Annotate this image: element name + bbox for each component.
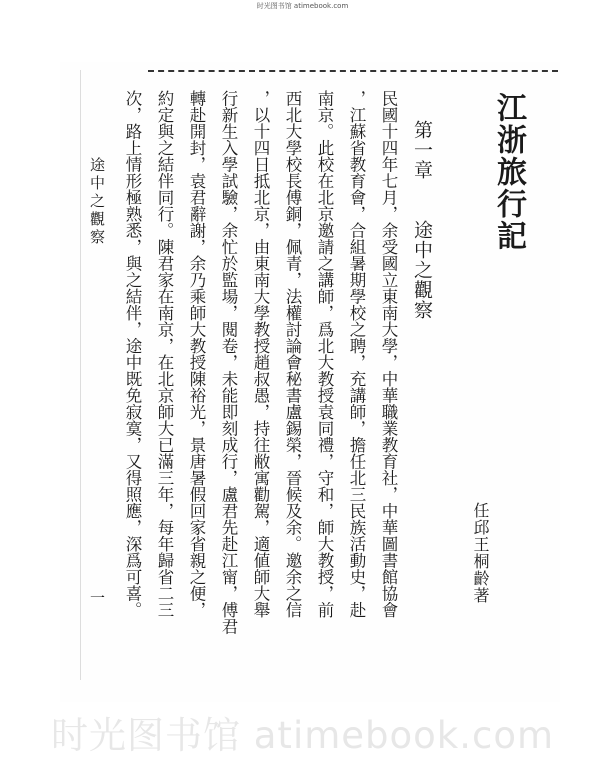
page-number: 一	[88, 590, 106, 605]
chapter-number: 第一章	[411, 120, 433, 180]
body-column: 西北大學校長傅銅，佩青，法權討論會秘書盧錫榮，晉候及余。邀余之信	[283, 90, 302, 618]
body-column: 行新生入學試驗，余忙於監場，閱卷，未能即刻成行，盧君先赴江甯，傅君	[219, 90, 238, 635]
page-edge-line	[80, 70, 81, 680]
chapter-title: 途中之觀察	[411, 220, 433, 320]
body-column: 民國十四年七月，余受國立東南大學，中華職業教育社，中華圖書館協會	[379, 90, 398, 618]
author-line: 任邱王桐齡著	[471, 502, 490, 604]
body-column: 轉赴開封，袁君辭謝，余乃乘師大教授陳裕光，景唐暑假回家省親之便，	[187, 90, 206, 618]
watermark: 时光图书馆 atimebook.com	[51, 714, 554, 757]
body-column: 約定與之結伴同行。陳君家在南京，在北京師大已滿三年，每年歸省二三	[155, 90, 174, 618]
body-column: 次，路上情形極熟悉，與之結伴，途中既免寂寞，又得照應，深爲可喜。	[123, 90, 142, 618]
running-head: 途中之觀察	[88, 157, 106, 247]
site-header: 时光图书馆 atimebook.com	[256, 2, 349, 10]
body-column: ，以十四日抵北京，由東南大學教授趙叔愚，持往敝寓勸駕，適値師大舉	[251, 90, 270, 618]
book-title: 江浙旅行記	[491, 92, 526, 252]
body-column: ，江蘇省教育會，合組暑期學校之聘，充講師，擔任北三民族活動史，赴	[347, 90, 366, 618]
top-border-rule	[148, 70, 558, 72]
body-column: 南京。此校在北京邀請之講師，爲北大教授袁同禮，守和，師大教授，前	[315, 90, 334, 618]
